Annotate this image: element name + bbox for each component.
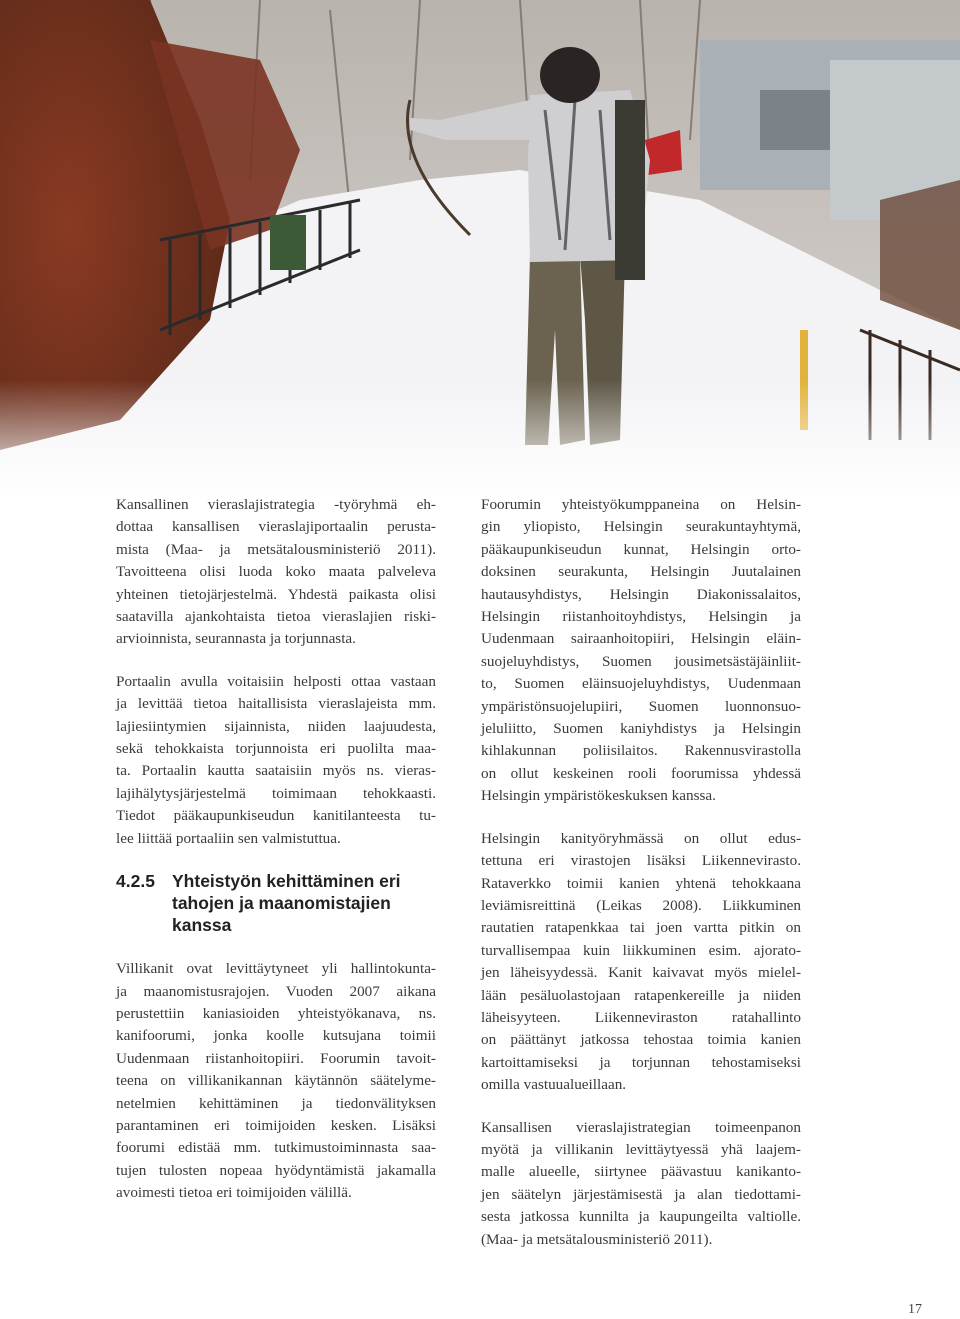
text-line: jen säätelyn järjestämisestä ja alan tiedottami- [481, 1185, 801, 1203]
text-line: kihlakunnan poliisilaitos. Rakennusvirastolla [481, 742, 801, 760]
text-line: kartoittamiseksi ja torjunnan tehostamiseksi [481, 1053, 801, 1071]
text-line: ja levittää tietoa haitallisista vieraslajeista mm. [116, 695, 436, 713]
text-line: läheisyyteen. Liikenneviraston ratahallinto [481, 1008, 801, 1026]
paragraph-portal-proposal [116, 494, 436, 651]
text-line: on päättänyt jatkossa tehostaa toimia kanien [481, 1031, 801, 1049]
text-line: Portaalin avulla voitaisiin helposti ottaa vastaan [116, 672, 436, 690]
text-line: arvioinnista, seurannasta ja torjunnasta. [116, 630, 356, 648]
text-line: mista (Maa- ja metsätalousministeriö 2011). [116, 540, 436, 558]
paragraph-kanifoorumi [116, 958, 436, 1204]
text-line: lee liittää portaaliin sen valmistuttua. [116, 829, 341, 847]
text-line: lajihälytysjärjestelmä toimimaan tehokkaasti. [116, 784, 436, 802]
text-line: tettuna eri virastojen lisäksi Liikennevirasto. [481, 852, 801, 870]
text-line: Rataverkko toimii kanien yhtenä tehokkaana [481, 874, 801, 892]
text-line: parantaminen eri toimijoiden kesken. Lisäksi [116, 1116, 436, 1134]
text-line: saatavilla ajankohtaista tietoa vieraslajien riski- [116, 608, 436, 626]
text-line: Kansallinen vieraslajistrategia -työryhmä eh- [116, 496, 436, 513]
text-line: suojeluyhdistys, Suomen jousimetsästäjäinliit- [481, 652, 801, 670]
text-line: gin yliopisto, Helsingin seurakuntayhtymä, [481, 518, 801, 536]
text-line: netelmien kehittäminen ja tiedonvälityksen [116, 1094, 436, 1112]
text-line: Uudenmaan riistanhoitopiiri. Foorumin tavoit- [116, 1049, 436, 1067]
text-line: Foorumin yhteistyökumppaneina on Helsin- [481, 496, 801, 513]
left-column [116, 494, 436, 1225]
text-line: teena on villikanikannan käytännön säätelyme- [116, 1072, 436, 1090]
section-title-line: kanssa [172, 915, 232, 936]
text-line: ta. Portaalin kautta saataisiin myös ns. vieras- [116, 762, 436, 780]
right-column [481, 494, 801, 1271]
text-line: doksinen seurakunta, Helsingin Juutalainen [481, 563, 801, 581]
text-line: jen läheisyydessä. Kanit kaivavat myös mielel- [481, 964, 801, 982]
text-line: perustettiin kaniasioiden yhteistyökanava, ns. [116, 1004, 436, 1022]
text-line: on ollut keskeinen rooli foorumissa yhdessä [481, 764, 801, 782]
text-line: kanifoorumi, jonka koolle kutsujana toimii [116, 1027, 436, 1045]
header-photo [0, 0, 960, 500]
text-line: sekä tehokkaista torjunnoista eri puolilta maa- [116, 740, 436, 758]
text-line: Helsingin ympäristökeskuksen kanssa. [481, 787, 716, 805]
page-number: 17 [908, 1302, 922, 1317]
section-title-line: Yhteistyön kehittäminen eri [172, 871, 401, 892]
text-line: ja maanomistusrajojen. Vuoden 2007 aikana [116, 982, 436, 1000]
text-line: Helsingin riistanhoitoyhdistys, Helsingin ja [481, 608, 801, 626]
text-line: to, Suomen eläinsuojeluyhdistys, Uudenmaan [481, 675, 801, 693]
text-line: rautatien ratapenkkaa tai joen vartta pitkin on [481, 919, 801, 937]
text-line: yhteinen tietojärjestelmä. Yhdestä paikasta olisi [116, 585, 436, 603]
paragraph-strategy-implementation [481, 1117, 801, 1251]
paragraph-portal-benefits [116, 671, 436, 850]
text-line: jeluliitto, Suomen kaniyhdistys ja Helsingin [481, 720, 801, 738]
text-line: lajiesiintymien sijainnista, niiden laajuudesta, [116, 717, 436, 735]
text-line: leviämisreittinä (Leikas 2008). Liikkuminen [481, 896, 801, 914]
section-title-line: tahojen ja maanomistajien [172, 893, 391, 914]
text-line: tujen tulosten nopeaa hyödyntämistä jakamalla [116, 1161, 436, 1179]
text-line: hautausyhdistys, Helsingin Diakonissalaitos, [481, 585, 801, 603]
text-line: Helsingin kanityöryhmässä on ollut edus- [481, 829, 801, 847]
text-line: malle alueelle, siirtynee päävastuu kanikanto- [481, 1163, 801, 1181]
text-line: myötä ja villikanin levittäytyessä yhä laajem- [481, 1140, 801, 1158]
text-line: Villikanit ovat levittäytyneet yli hallintokunta- [116, 960, 436, 978]
text-line: pääkaupunkiseudun kunnat, Helsingin orto- [481, 540, 801, 558]
text-line: turvallisempaa kuin liikkuminen esim. ajorato- [481, 941, 801, 959]
photo-person-with-bow-snowy-path-icon [0, 0, 960, 500]
text-line: foorumi edistää mm. tutkimustoiminnasta saa- [116, 1139, 436, 1157]
paragraph-forum-partners [481, 494, 801, 808]
text-line: lään pesäluolastojaan ratapenkereille ja niiden [481, 986, 801, 1004]
text-line: dottaa kansallisen vieraslajiportaalin perusta- [116, 518, 436, 536]
text-line: avoimesti tietoa eri toimijoiden välillä. [116, 1184, 352, 1202]
text-line: ympäristönsuojelupiiri, Suomen luonnonsuo- [481, 697, 801, 715]
text-line: Tavoitteena olisi luoda koko maata palveleva [116, 563, 436, 581]
paragraph-rabbit-working-group [481, 828, 801, 1097]
text-line: Uudenmaan sairaanhoitopiiri, Helsingin eläin- [481, 630, 801, 648]
text-line: (Maa- ja metsätalousministeriö 2011). [481, 1230, 713, 1248]
section-number: 4.2.5 [116, 871, 155, 892]
text-line: Kansallisen vieraslajistrategian toimeenpanon [481, 1118, 801, 1136]
text-line: omilla vastuualueillaan. [481, 1076, 627, 1094]
text-line: Tiedot pääkaupunkiseudun kanitilanteesta tu- [116, 807, 436, 825]
section-heading [116, 870, 436, 936]
text-line: sesta jatkossa kunnilta ja kaupungeilta valtiolle. [481, 1208, 801, 1226]
